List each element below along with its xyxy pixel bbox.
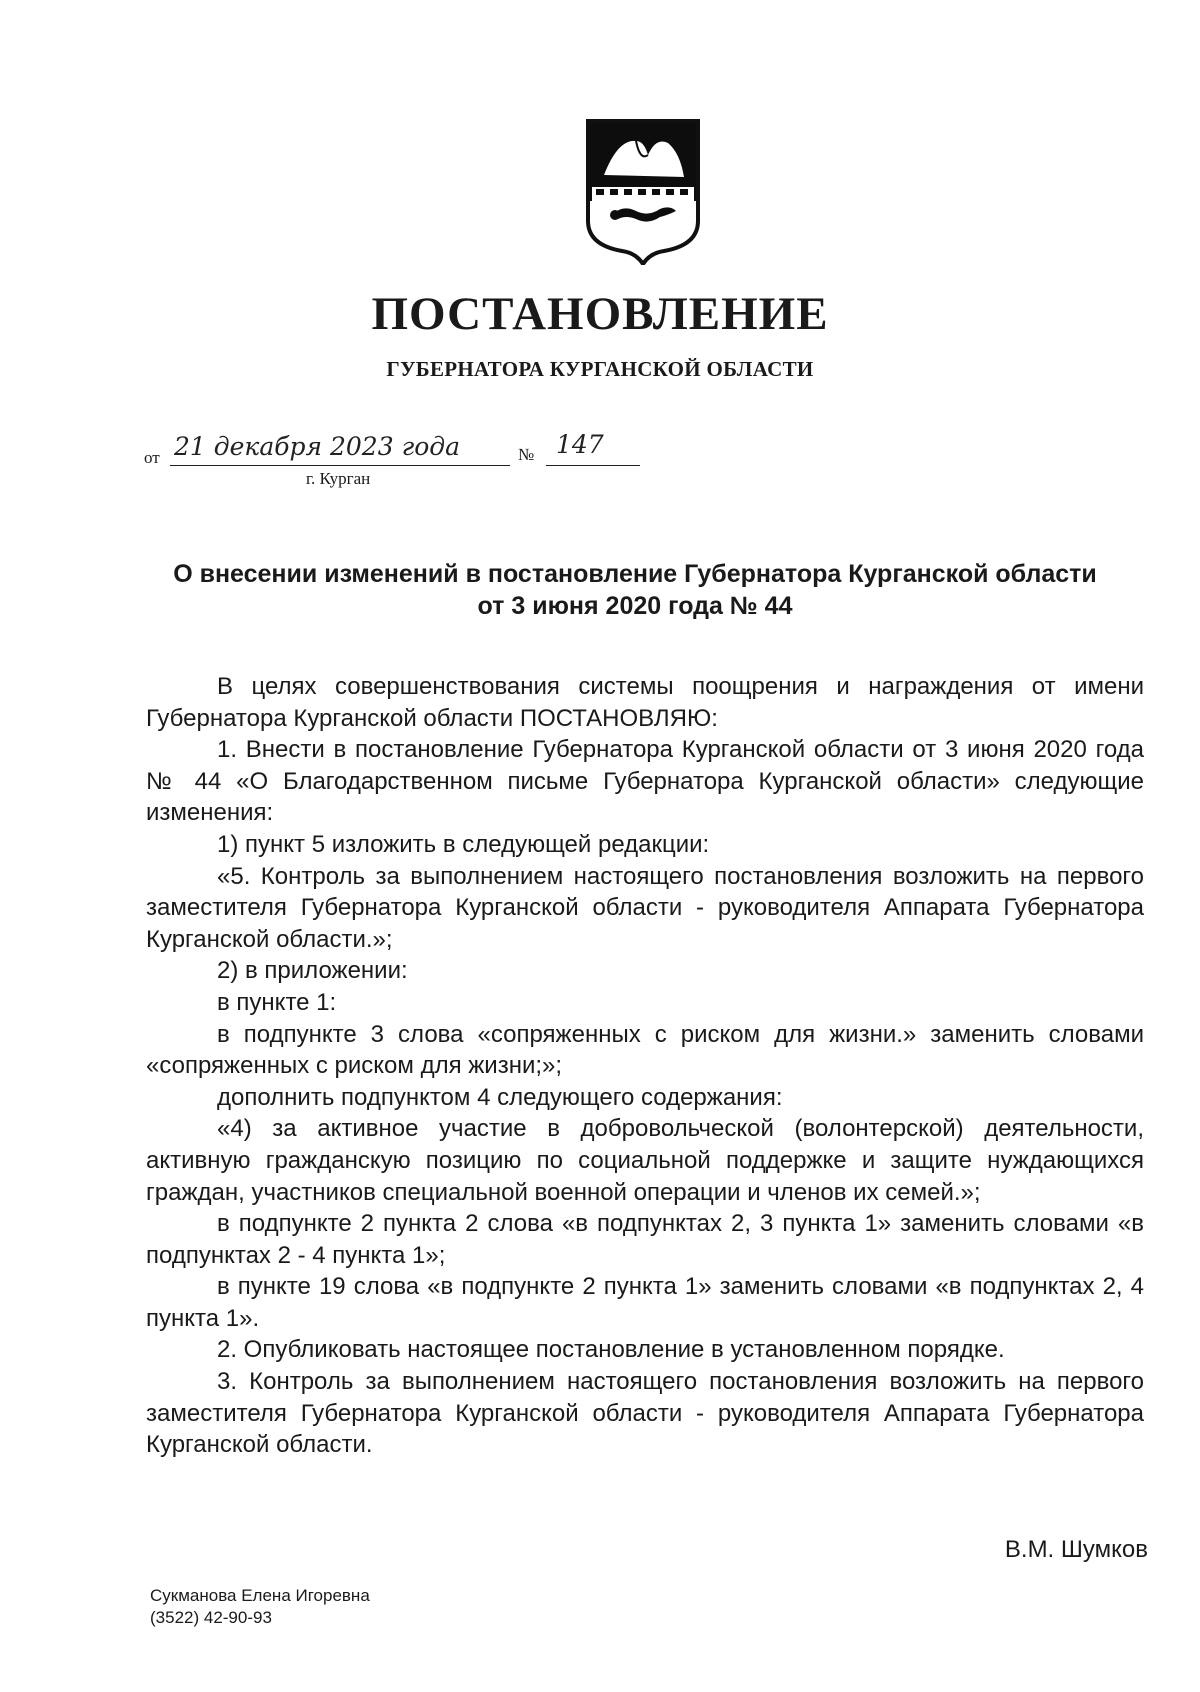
date-underline bbox=[170, 465, 510, 466]
coat-of-arms-emblem bbox=[584, 117, 702, 265]
executor-phone: (3522) 42-90-93 bbox=[150, 1608, 272, 1627]
paragraph: 3. Контроль за выполнением настоящего постановления возложить на первого заместителя Губернатора Курганской области - руководителя Аппарата Губернатора Курганской области. bbox=[146, 1368, 1144, 1459]
number-label: № bbox=[518, 445, 535, 464]
paragraph: В целях совершенствования системы поощрения и награждения от имени Губернатора Курганской области ПОСТАНОВЛЯЮ: bbox=[146, 673, 1144, 732]
handwritten-date: 21 декабря 2023 года bbox=[174, 432, 460, 461]
paragraph: в пункте 1: bbox=[217, 988, 337, 1016]
document-body bbox=[146, 671, 1144, 1461]
paragraph: 1) пункт 5 изложить в следующей редакции: bbox=[217, 830, 710, 858]
heading-line-2: от 3 июня 2020 года № 44 bbox=[477, 592, 793, 620]
paragraph: «5. Контроль за выполнением настоящего постановления возложить на первого заместителя Губернатора Курганской области - руководителя Аппарата Губернатора Курганской области.»; bbox=[146, 862, 1144, 953]
from-label: от bbox=[144, 448, 160, 467]
paragraph: 2) в приложении: bbox=[217, 957, 408, 985]
paragraph: «4) за активное участие в добровольческой (волонтерской) деятельности, активную гражданскую позицию по социальной поддержке и защите нуждающихся граждан, участников специальной военной операции и членов их семей.»; bbox=[146, 1115, 1144, 1206]
handwritten-number: 147 bbox=[556, 430, 604, 459]
city-label: г. Курган bbox=[306, 469, 371, 488]
executor-contact bbox=[150, 1585, 370, 1629]
paragraph: в подпункте 3 слова «сопряженных с риском для жизни.» заменить словами «сопряженных с риском для жизни;»; bbox=[146, 1020, 1144, 1080]
signatory-name: В.М. Шумков bbox=[1004, 1536, 1148, 1563]
date-number-line bbox=[144, 430, 644, 506]
heading-line-1: О внесении изменений в постановление Губернатора Курганской области bbox=[173, 560, 1097, 588]
number-underline bbox=[546, 465, 640, 466]
paragraph: 2. Опубликовать настоящее постановление в установленном порядке. bbox=[217, 1336, 1005, 1364]
paragraph: в подпункте 2 пункта 2 слова «в подпунктах 2, 3 пункта 1» заменить словами «в подпунктах 2 - 4 пункта 1»; bbox=[146, 1210, 1144, 1269]
executor-name: Сукманова Елена Игоревна bbox=[150, 1586, 370, 1605]
paragraph: дополнить подпунктом 4 следующего содержания: bbox=[217, 1083, 783, 1111]
document-heading bbox=[140, 558, 1130, 622]
paragraph: в пункте 19 слова «в подпункте 2 пункта 1» заменить словами «в подпунктах 2, 4 пункта 1». bbox=[146, 1273, 1144, 1332]
issuer-subtitle: ГУБЕРНАТОРА КУРГАНСКОЙ ОБЛАСТИ bbox=[386, 357, 814, 381]
paragraph: 1. Внести в постановление Губернатора Курганской области от 3 июня 2020 года № 44 «О Благодарственном письме Губернатора Курганской области» следующие изменения: bbox=[146, 736, 1144, 827]
document-type-title: ПОСТАНОВЛЕНИЕ bbox=[371, 288, 829, 340]
